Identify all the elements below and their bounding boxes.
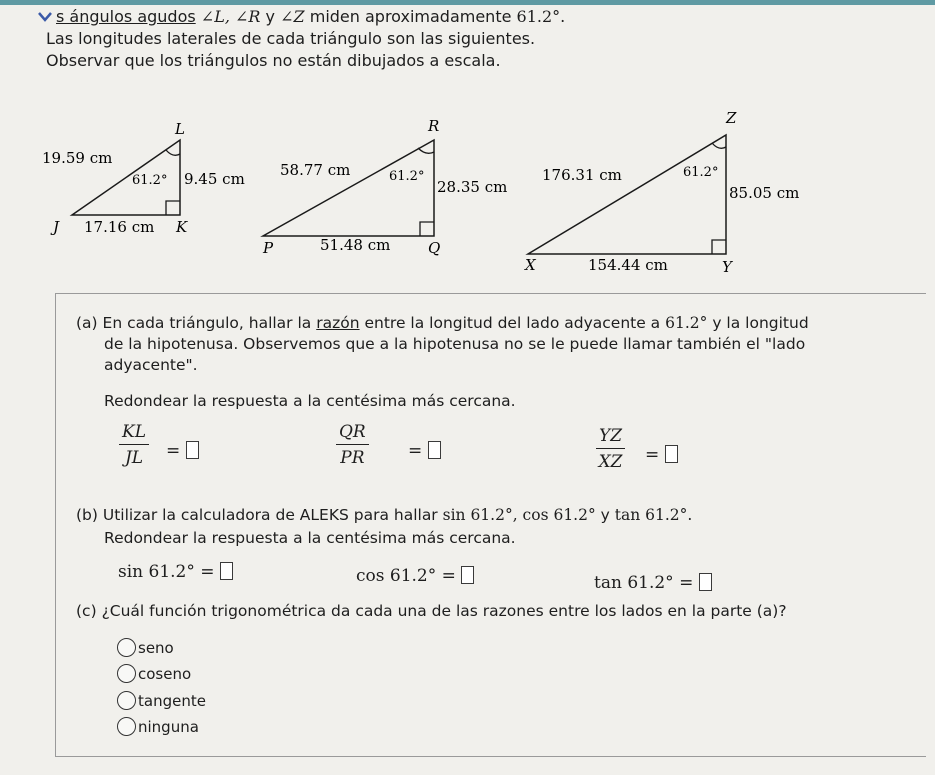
cos-label: cos 61.2° = <box>356 566 456 586</box>
part-b-line-1 <box>76 505 692 526</box>
option-label: coseno <box>138 664 192 683</box>
answer-input-tan[interactable] <box>699 573 712 591</box>
part-c-label: (c) <box>76 602 97 620</box>
part-b-text: Utilizar la calculadora de ALEKS para hallar <box>102 506 438 524</box>
statement-mid: miden aproximadamente <box>309 7 512 26</box>
option-seno[interactable] <box>117 638 174 657</box>
sin-expression <box>118 562 233 582</box>
triangle-pqr <box>262 117 507 257</box>
part-a-text: y la longitud <box>712 314 809 332</box>
vertical-leg-length: 28.35 cm <box>437 178 508 196</box>
vertex-label: Q <box>428 239 441 257</box>
vertex-label: K <box>176 218 188 236</box>
angle-label: 61.2° <box>683 165 719 180</box>
option-label: ninguna <box>138 717 199 736</box>
answer-input-cos[interactable] <box>461 566 474 584</box>
fraction-yz-xz <box>596 426 625 473</box>
vertex-label: P <box>263 239 274 257</box>
angle-label: 61.2° <box>389 169 425 184</box>
hypotenuse-length: 58.77 cm <box>280 161 351 179</box>
conjunction: y <box>265 7 276 26</box>
part-a-label: (a) <box>76 314 98 332</box>
equals-sign: = <box>645 445 678 465</box>
part-a-line-1 <box>76 313 809 334</box>
cos-expression <box>356 566 474 586</box>
triangle-xyz <box>524 109 799 276</box>
vertex-label: Y <box>722 258 732 276</box>
acute-angles-link[interactable]: s ángulos agudos <box>56 7 196 26</box>
triangles-figure <box>0 0 935 290</box>
part-b-label: (b) <box>76 506 98 524</box>
part-a-text: En cada triángulo, hallar la <box>102 314 312 332</box>
option-tangente[interactable] <box>117 691 206 710</box>
base-leg-length: 154.44 cm <box>588 256 668 274</box>
statement-line-2: Las longitudes laterales de cada triángulo son las siguientes. <box>46 29 536 48</box>
answer-input-yz-xz[interactable] <box>665 445 678 463</box>
vertex-label: X <box>525 256 536 274</box>
vertex-label: L <box>175 120 185 138</box>
angles-l-r: ∠L, ∠R <box>200 7 261 26</box>
option-ninguna[interactable] <box>117 717 199 736</box>
base-leg-length: 17.16 cm <box>84 218 155 236</box>
part-a-line-3: adyacente". <box>104 356 198 374</box>
part-a-text: entre la longitud del lado adyacente a <box>364 314 661 332</box>
part-c-question <box>76 601 787 622</box>
tan-label: tan 61.2° = <box>594 573 694 593</box>
vertical-leg-length: 9.45 cm <box>184 170 245 188</box>
conjunction: y <box>600 506 610 524</box>
fraction-denominator: PR <box>340 448 365 468</box>
answer-input-qr-pr[interactable] <box>428 441 441 459</box>
tan-expression <box>594 573 712 593</box>
equals-sign: = <box>408 441 441 461</box>
angle-value: 61.2° <box>665 314 708 332</box>
radio-button[interactable] <box>117 664 136 683</box>
fraction-kl-jl <box>119 422 149 469</box>
answer-input-kl-jl[interactable] <box>186 441 199 459</box>
sin-label: sin 61.2° = <box>118 562 215 582</box>
option-label: tangente <box>138 691 206 710</box>
base-leg-length: 51.48 cm <box>320 236 391 254</box>
part-a-line-2: de la hipotenusa. Observemos que a la hipotenusa no se le puede llamar también el "lado <box>104 335 806 353</box>
vertex-label: J <box>53 218 60 236</box>
hypotenuse-length: 176.31 cm <box>542 166 622 184</box>
option-coseno[interactable] <box>117 664 191 683</box>
triangle-jkl <box>42 120 245 236</box>
fraction-denominator: XZ <box>598 452 623 472</box>
trig-functions: sin 61.2°, cos 61.2° <box>442 506 596 524</box>
option-label: seno <box>138 638 174 657</box>
part-c-text: ¿Cuál función trigonométrica da cada una de las razones entre los lados en la parte (a)? <box>101 602 787 620</box>
angle-value: 61.2°. <box>516 7 566 26</box>
part-a-instruction: Redondear la respuesta a la centésima más cercana. <box>104 392 516 410</box>
fraction-numerator: QR <box>336 422 369 445</box>
radio-button[interactable] <box>117 638 136 657</box>
angle-label: 61.2° <box>132 173 168 188</box>
part-b-instruction: Redondear la respuesta a la centésima más cercana. <box>104 529 516 547</box>
ratio-link[interactable]: razón <box>316 314 360 332</box>
angle-z: ∠Z <box>280 7 305 26</box>
fraction-numerator: KL <box>119 422 149 445</box>
trig-tan: tan 61.2°. <box>614 506 693 524</box>
radio-button[interactable] <box>117 717 136 736</box>
vertical-leg-length: 85.05 cm <box>729 184 800 202</box>
vertex-label: Z <box>726 109 737 127</box>
fraction-numerator: YZ <box>596 426 625 449</box>
fraction-qr-pr <box>336 422 369 469</box>
radio-button[interactable] <box>117 691 136 710</box>
vertex-label: R <box>428 117 440 135</box>
hypotenuse-length: 19.59 cm <box>42 149 113 167</box>
equals-sign: = <box>166 441 199 461</box>
fraction-denominator: JL <box>124 448 144 468</box>
answer-input-sin[interactable] <box>220 562 233 580</box>
statement-line-3: Observar que los triángulos no están dibujados a escala. <box>46 51 501 70</box>
